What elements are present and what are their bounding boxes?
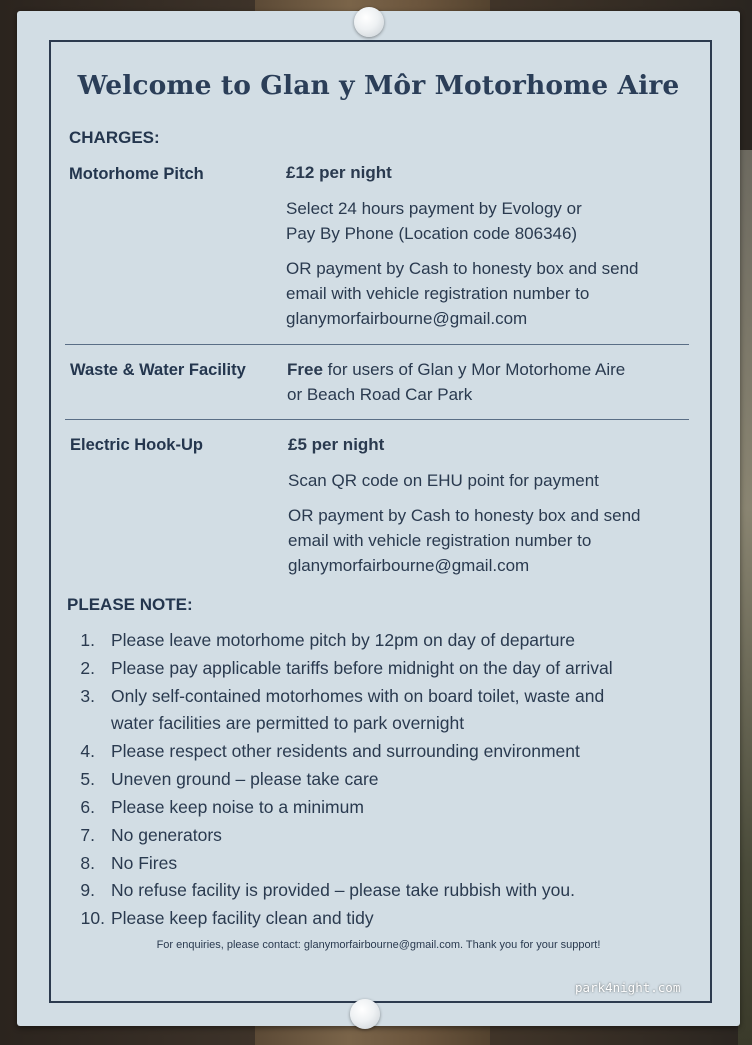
information-sign: Welcome to Glan y Môr Motorhome Aire CHARGES: Motorhome Pitch £12 per night Select 24 hours payment by Evology or Pay By Phone (Location code 806346) OR payment by Cash to honesty box and send email with vehicle registration number to glanymorfairbourne@gmail.com Waste & Water Facility Free for users of Glan y Mor Motorhome Aire or Beach Road Car Park Electric Hook-Up £5 per night Scan QR code on EHU point for payment OR payment by Cash to honesty box and send email with vehicle registration number to glanymorfairbourne@gmail.com PLEASE NOTE: 1. Please leave motorhome pitch by 12pm on day of departure 2. Please pay applicable tariffs before midnight on the day of arrival 3. Only self-contained motorhomes with on board toilet, waste and water facilities are permitted to park overnight 4. Please respect other residents and surrounding environment 5. Uneven ground – please take care 6. Please keep noise to a minimum 7. No generators 8. No Fires 9. No refuse facility is provided – please take rubbish with you. 10. Please keep facility clean and tidy For enquiries, please contact: glanymorfairbourne@gmail.com. Thank you for your support! [17,11,740,1026]
price-electric-hookup: £5 per night [288,435,385,454]
pitch-payment-info: Select 24 hours payment by Evology or Pay By Phone (Location code 806346) [286,199,582,243]
watermark: park4night.com [575,980,681,995]
waste-water-info: Free for users of Glan y Mor Motorhome Aire or Beach Road Car Park [287,360,626,404]
list-item: Please keep facility clean and tidy [111,908,374,928]
list-item: No generators [111,825,222,845]
list-item: No Fires [111,853,178,873]
email-link: glanymorfairbourne@gmail.com [286,309,528,328]
divider [65,419,689,420]
list-item: Only self-contained motorhomes with on board toilet, waste and [111,686,605,706]
label-motorhome-pitch: Motorhome Pitch [69,165,204,183]
ehu-payment-info: Scan QR code on EHU point for payment [288,471,599,490]
label-waste-water: Waste & Water Facility [70,361,246,379]
list-item: Please leave motorhome pitch by 12pm on day of departure [111,630,576,650]
screw-top-icon [354,7,384,37]
list-item-continuation: water facilities are permitted to park overnight [111,713,465,733]
screw-bottom-icon [350,999,380,1029]
sign-title: Welcome to Glan y Môr Motorhome Aire [77,70,680,101]
list-item: Please pay applicable tariffs before midnight on the day of arrival [111,658,613,678]
divider [65,344,689,345]
footer-contact: For enquiries, please contact: glanymorfairbourne@gmail.com. Thank you for your support! [156,939,601,951]
please-note-heading: PLEASE NOTE: [67,595,193,614]
ehu-cash-info: OR payment by Cash to honesty box and send email with vehicle registration number to glanymorfairbourne@gmail.com [288,503,640,578]
background-foliage [738,150,752,1045]
list-item: Please respect other residents and surrounding environment [111,741,580,761]
price-motorhome-pitch: £12 per night [286,163,392,182]
list-item: No refuse facility is provided – please take rubbish with you. [111,880,575,900]
pitch-cash-info: OR payment by Cash to honesty box and send email with vehicle registration number to glanymorfairbourne@gmail.com [286,256,638,331]
list-item: Please keep noise to a minimum [111,797,364,817]
list-item: Uneven ground – please take care [111,769,379,789]
charges-heading: CHARGES: [69,128,160,147]
label-electric-hookup: Electric Hook-Up [70,436,203,454]
email-link: glanymorfairbourne@gmail.com [288,556,530,575]
